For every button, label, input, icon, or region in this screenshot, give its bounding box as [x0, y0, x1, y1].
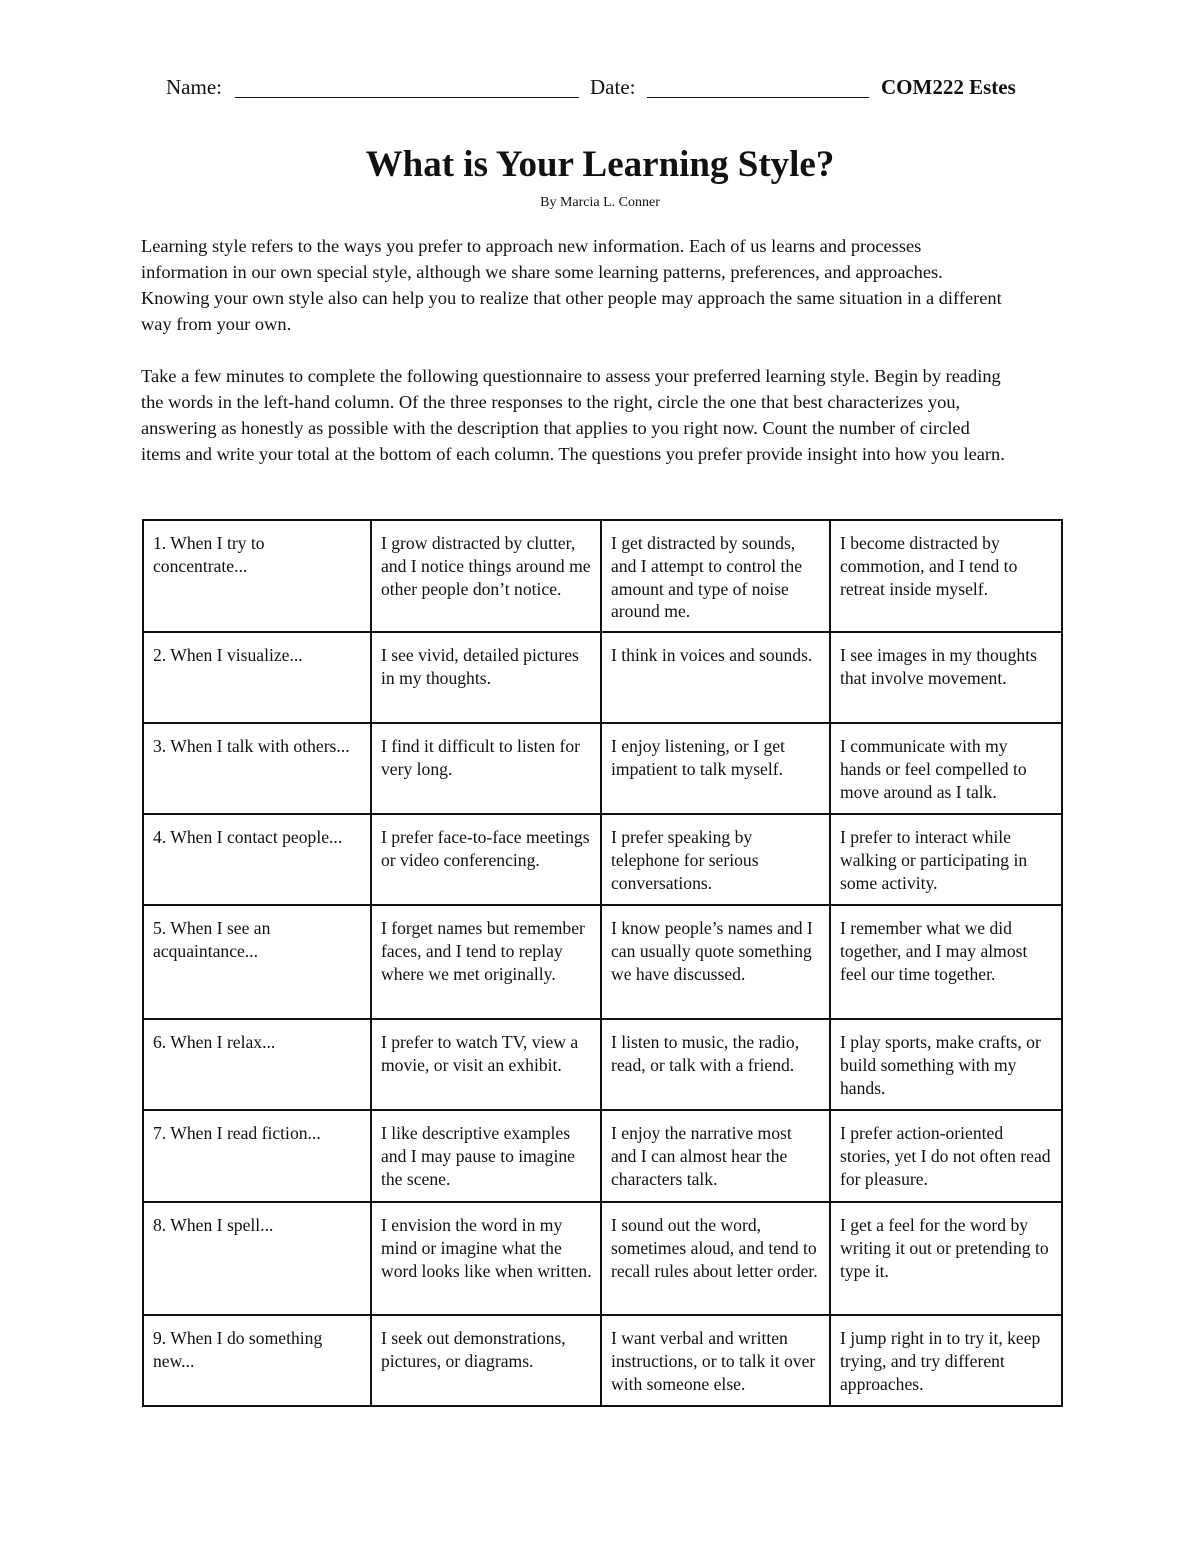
kinesthetic-response-cell: I communicate with my hands or feel compelled to move around as I talk. — [830, 723, 1062, 814]
table-row — [143, 723, 1062, 814]
date-blank-line — [647, 97, 869, 98]
visual-response-cell: I seek out demonstrations, pictures, or diagrams. — [371, 1315, 601, 1406]
table-row — [143, 1202, 1062, 1315]
header-line — [166, 72, 1036, 102]
auditory-response-cell: I think in voices and sounds. — [601, 632, 830, 723]
page-title: What is Your Learning Style? — [365, 144, 835, 185]
name-label: Name: — [166, 75, 222, 99]
table-row — [143, 814, 1062, 905]
question-cell: 2. When I visualize... — [143, 632, 371, 723]
question-cell: 5. When I see an acquaintance... — [143, 905, 371, 1019]
auditory-response-cell: I enjoy listening, or I get impatient to talk myself. — [601, 723, 830, 814]
kinesthetic-response-cell: I get a feel for the word by writing it out or pretending to type it. — [830, 1202, 1062, 1315]
auditory-response-cell: I listen to music, the radio, read, or talk with a friend. — [601, 1019, 830, 1110]
visual-response-cell: I envision the word in my mind or imagine what the word looks like when written. — [371, 1202, 601, 1315]
auditory-response-cell: I know people’s names and I can usually quote something we have discussed. — [601, 905, 830, 1019]
table-row — [143, 1315, 1062, 1406]
name-blank-line — [235, 97, 579, 98]
course-label: COM222 Estes — [881, 75, 1016, 99]
kinesthetic-response-cell: I jump right in to try it, keep trying, and try different approaches. — [830, 1315, 1062, 1406]
table-row — [143, 1110, 1062, 1202]
date-label: Date: — [590, 75, 636, 99]
question-cell: 9. When I do something new... — [143, 1315, 371, 1406]
kinesthetic-response-cell: I see images in my thoughts that involve movement. — [830, 632, 1062, 723]
table-row — [143, 905, 1062, 1019]
question-cell: 4. When I contact people... — [143, 814, 371, 905]
kinesthetic-response-cell: I become distracted by commotion, and I tend to retreat inside myself. — [830, 520, 1062, 632]
learning-style-table — [142, 519, 1063, 1407]
visual-response-cell: I prefer face-to-face meetings or video conferencing. — [371, 814, 601, 905]
table-row — [143, 632, 1062, 723]
kinesthetic-response-cell: I remember what we did together, and I may almost feel our time together. — [830, 905, 1062, 1019]
question-cell: 7. When I read fiction... — [143, 1110, 371, 1202]
visual-response-cell: I like descriptive examples and I may pause to imagine the scene. — [371, 1110, 601, 1202]
intro-paragraph: Learning style refers to the ways you prefer to approach new information. Each of us learns and processes information in our own special style, although we share some learning patterns, preferences, and approaches. Knowing your own style also can help you to realize that other people may approach the same situation in a different way from your own. — [141, 236, 1002, 334]
visual-response-cell: I find it difficult to listen for very long. — [371, 723, 601, 814]
question-cell: 3. When I talk with others... — [143, 723, 371, 814]
table-row — [143, 1019, 1062, 1110]
auditory-response-cell: I enjoy the narrative most and I can almost hear the characters talk. — [601, 1110, 830, 1202]
table-row — [143, 520, 1062, 632]
visual-response-cell: I prefer to watch TV, view a movie, or visit an exhibit. — [371, 1019, 601, 1110]
instructions-paragraph: Take a few minutes to complete the following questionnaire to assess your preferred learning style. Begin by reading the words in the left-hand column. Of the three responses to the right, circle the one that best characterizes you, answering as honestly as possible with the description that applies to you right now. Count the number of circled items and write your total at the bottom of each column. The questions you prefer provide insight into how you learn. — [141, 366, 1005, 464]
visual-response-cell: I see vivid, detailed pictures in my thoughts. — [371, 632, 601, 723]
auditory-response-cell: I get distracted by sounds, and I attempt to control the amount and type of noise around me. — [601, 520, 830, 632]
auditory-response-cell: I want verbal and written instructions, or to talk it over with someone else. — [601, 1315, 830, 1406]
kinesthetic-response-cell: I prefer to interact while walking or participating in some activity. — [830, 814, 1062, 905]
kinesthetic-response-cell: I play sports, make crafts, or build something with my hands. — [830, 1019, 1062, 1110]
byline: By Marcia L. Conner — [540, 195, 660, 210]
auditory-response-cell: I prefer speaking by telephone for serious conversations. — [601, 814, 830, 905]
question-cell: 8. When I spell... — [143, 1202, 371, 1315]
auditory-response-cell: I sound out the word, sometimes aloud, and tend to recall rules about letter order. — [601, 1202, 830, 1315]
visual-response-cell: I forget names but remember faces, and I tend to replay where we met originally. — [371, 905, 601, 1019]
visual-response-cell: I grow distracted by clutter, and I notice things around me other people don’t notice. — [371, 520, 601, 632]
kinesthetic-response-cell: I prefer action-oriented stories, yet I do not often read for pleasure. — [830, 1110, 1062, 1202]
question-cell: 1. When I try to concentrate... — [143, 520, 371, 632]
question-cell: 6. When I relax... — [143, 1019, 371, 1110]
